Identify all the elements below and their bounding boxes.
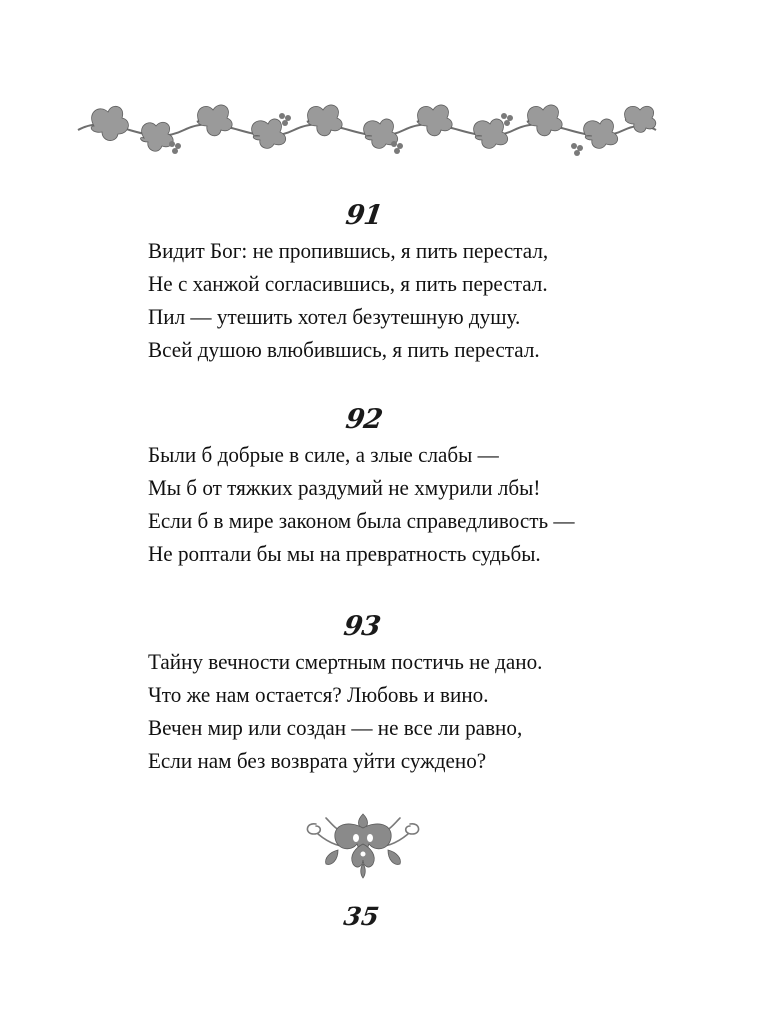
poem-number: 93 [341, 611, 382, 642]
poem-line: Если б в мире законом была справедливость — [148, 508, 575, 533]
page-number: 35 [341, 902, 381, 931]
poem-number: 92 [343, 404, 384, 435]
poem-line: Вечен мир или создан — не все ли равно, [148, 715, 523, 740]
vine-border-ornament [74, 96, 658, 160]
poem-line: Пил — утешить хотел безутешную душу. [148, 304, 521, 329]
poem-line: Не с ханжой согласившись, я пить перестал. [148, 271, 548, 296]
poem-number: 91 [343, 200, 384, 231]
poem-line: Тайну вечности смертным постичь не дано. [148, 649, 543, 674]
poem-line: Видит Бог: не пропившись, я пить перестал, [148, 238, 549, 263]
poem-line: Мы б от тяжких раздумий не хмурили лбы! [148, 475, 541, 500]
poem-line: Что же нам остается? Любовь и вино. [148, 682, 489, 707]
poem-line: Были б добрые в силе, а злые слабы — [148, 442, 499, 467]
poem-line: Если нам без возврата уйти суждено? [148, 748, 487, 773]
poem-line: Не роптали бы мы на превратность судьбы. [148, 541, 541, 566]
floral-vignette-ornament [298, 810, 428, 882]
poem-line: Всей душою влюбившись, я пить перестал. [148, 337, 540, 362]
